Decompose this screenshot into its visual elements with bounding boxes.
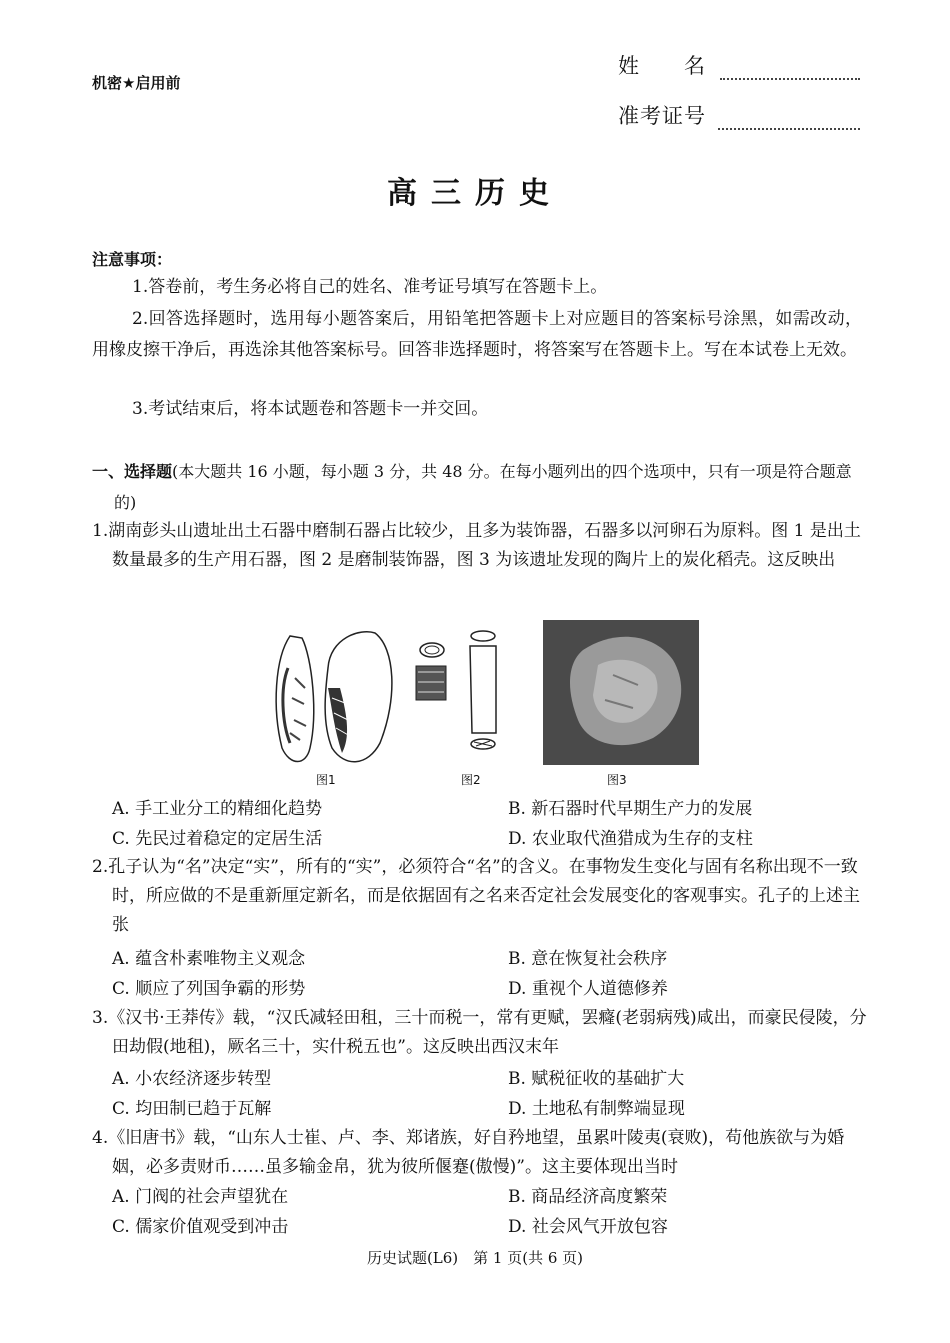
q4-option-b[interactable]: B. 商品经济高度繁荣: [508, 1187, 668, 1207]
q1-option-a[interactable]: A. 手工业分工的精细化趋势: [112, 799, 323, 819]
figure-3-photo: [543, 620, 699, 765]
page-title: 高三历史: [387, 176, 563, 211]
exam-id-field[interactable]: [718, 128, 860, 130]
q4-option-a[interactable]: A. 门阀的社会声望犹在: [112, 1187, 289, 1207]
notice-item-1: 1.答卷前，考生务必将自己的姓名、准考证号填写在答题卡上。: [132, 277, 608, 297]
question-3-stem: [92, 1004, 867, 1062]
page-footer: 历史试题(L6) 第 1 页(共 6 页): [366, 1249, 584, 1267]
figure-1-stone-tool: [270, 628, 400, 768]
question-2-stem: [92, 853, 867, 940]
question-3-text: 3.《汉书·王莽传》载，“汉氏减轻田租，三十而税一，常有更赋，罢癃(老弱病残)咸出，而豪民侵陵，分田劫假(地租)，厥名三十，实什税五也”。这反映出西汉末年: [92, 1008, 867, 1057]
figure-2-caption: 图2: [461, 773, 481, 787]
q2-option-d[interactable]: D. 重视个人道德修养: [508, 979, 668, 999]
question-4-text: 4.《旧唐书》载，“山东人士崔、卢、李、郑诸族，好自矜地望，虽累叶陵夷(衰败)，苟他族欲与为婚姻，必多责财币……虽多输金帛，犹为彼所偃蹇(傲慢)”。这主要体现出当时: [92, 1128, 845, 1177]
name-field[interactable]: [720, 78, 860, 80]
notice-item-3: 3.考试结束后，将本试题卷和答题卡一并交回。: [132, 399, 489, 419]
q1-option-d[interactable]: D. 农业取代渔猎成为生存的支柱: [508, 829, 753, 849]
exam-id-label: 准考证号: [618, 104, 706, 128]
notice-title: 注意事项：: [92, 250, 173, 269]
q4-option-d[interactable]: D. 社会风气开放包容: [508, 1217, 668, 1237]
q2-option-c[interactable]: C. 顺应了列国争霸的形势: [112, 979, 306, 999]
q3-option-a[interactable]: A. 小农经济逐步转型: [112, 1069, 272, 1089]
figure-3-caption: 图3: [607, 773, 627, 787]
figure-1-caption: 图1: [316, 773, 336, 787]
section-title: 一、选择题: [92, 462, 173, 481]
figure-2-ornament: [408, 628, 508, 753]
question-2-text: 2.孔子认为“名”决定“实”，所有的“实”，必须符合“名”的含义。在事物发生变化与固有名称出现不一致时，所应做的不是重新厘定新名，而是依据固有之名来否定社会发展变化的客观事实。孔子的上述主张: [92, 857, 860, 935]
q3-option-c[interactable]: C. 均田制已趋于瓦解: [112, 1099, 272, 1119]
q1-option-b[interactable]: B. 新石器时代早期生产力的发展: [508, 799, 753, 819]
question-4-stem: [92, 1124, 867, 1182]
q4-option-c[interactable]: C. 儒家价值观受到冲击: [112, 1217, 289, 1237]
q3-option-b[interactable]: B. 赋税征收的基础扩大: [508, 1069, 685, 1089]
q2-option-b[interactable]: B. 意在恢复社会秩序: [508, 949, 668, 969]
q3-option-d[interactable]: D. 土地私有制弊端显现: [508, 1099, 685, 1119]
name-label: 姓 名: [618, 54, 706, 78]
question-1-text: 1.湖南彭头山遗址出土石器中磨制石器占比较少，且多为装饰器，石器多以河卵石为原料。图 1 是出土数量最多的生产用石器，图 2 是磨制装饰器，图 3 为该遗址发现的陶片上的炭化稻壳。这反映出: [92, 521, 861, 570]
section-description: (本大题共 16 小题，每小题 3 分，共 48 分。在每小题列出的四个选项中，只有一项是符合题意的): [114, 462, 852, 512]
notice-item-2: 2.回答选择题时，选用每小题答案后，用铅笔把答题卡上对应题目的答案标号涂黑，如需改动，用橡皮擦干净后，再选涂其他答案标号。回答非选择题时，将答案写在答题卡上。写在本试卷上无效。: [92, 309, 862, 360]
q2-option-a[interactable]: A. 蕴含朴素唯物主义观念: [112, 949, 306, 969]
q1-option-c[interactable]: C. 先民过着稳定的定居生活: [112, 829, 323, 849]
question-1-stem: [92, 517, 867, 575]
confidential-label: 机密★启用前: [92, 74, 181, 92]
section-heading: [92, 456, 867, 518]
